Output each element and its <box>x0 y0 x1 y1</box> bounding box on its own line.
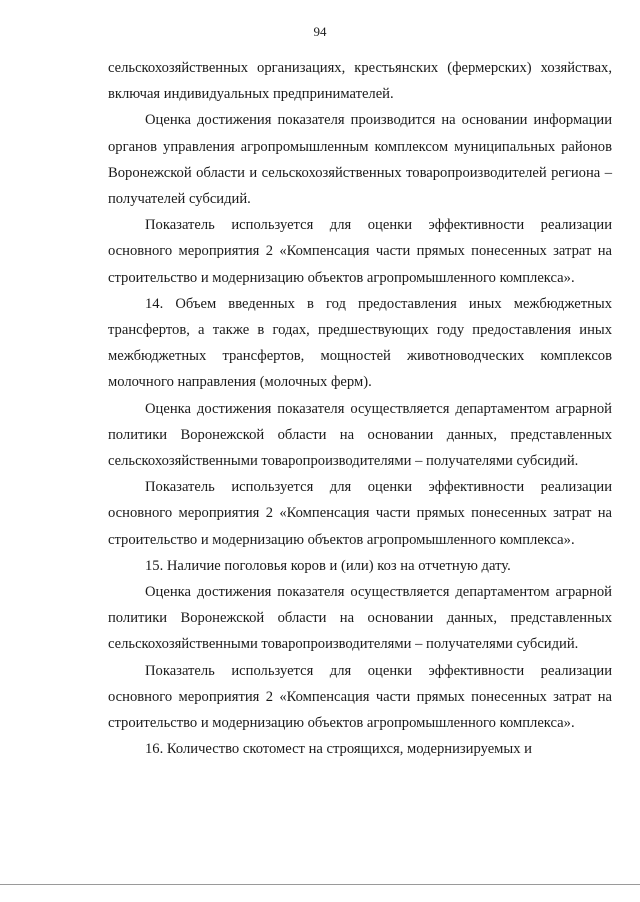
paragraph-assessment-department: Оценка достижения показателя осуществляется департаментом аграрной политики Воронежской области на основании данных, представленных сельскохозяйственными товаропроизводителями – получателями субсидий. <box>108 400 612 470</box>
paragraph-assessment-info: Оценка достижения показателя производится на основании информации органов управления агропромышленным комплексом муниципальных районов Воронежской области и сельскохозяйственных товаропроизводителей региона – получателей субсидий. <box>108 112 612 208</box>
page-number: 94 <box>313 24 327 39</box>
paragraph-item-16: 16. Количество скотомест на строящихся, модернизируемых и <box>145 741 532 758</box>
paragraph-indicator-usage: Показатель используется для оценки эффективности реализации основного мероприятия 2 «Компенсация части прямых понесенных затрат на строительство и модернизацию объектов агропромышленного комплекса». <box>108 217 612 286</box>
paragraph-indicator-usage: Показатель используется для оценки эффективности реализации основного мероприятия 2 «Компенсация части прямых понесенных затрат на строительство и модернизацию объектов агропромышленного комплекса». <box>108 479 612 548</box>
paragraph-assessment-department: Оценка достижения показателя осуществляется департаментом аграрной политики Воронежской области на основании данных, представленных сельскохозяйственными товаропроизводителями – получателями субсидий. <box>108 584 612 653</box>
scan-bottom-divider <box>0 884 640 885</box>
document-body <box>108 55 612 762</box>
paragraph-item-15: 15. Наличие поголовья коров и (или) коз на отчетную дату. <box>145 557 511 574</box>
paragraph-continuation: сельскохозяйственных организациях, крестьянских (фермерских) хозяйствах, включая индивидуальных предпринимателей. <box>108 60 612 103</box>
paragraph-indicator-usage: Показатель используется для оценки эффективности реализации основного мероприятия 2 «Компенсация части прямых понесенных затрат на строительство и модернизацию объектов агропромышленного комплекса». <box>108 662 612 732</box>
paragraph-item-14: 14. Объем введенных в год предоставления иных межбюджетных трансфертов, а также в годах, предшествующих году предоставления иных межбюджетных трансфертов, мощностей животноводческих комплексов молочного направления (молочных ферм). <box>108 295 612 391</box>
